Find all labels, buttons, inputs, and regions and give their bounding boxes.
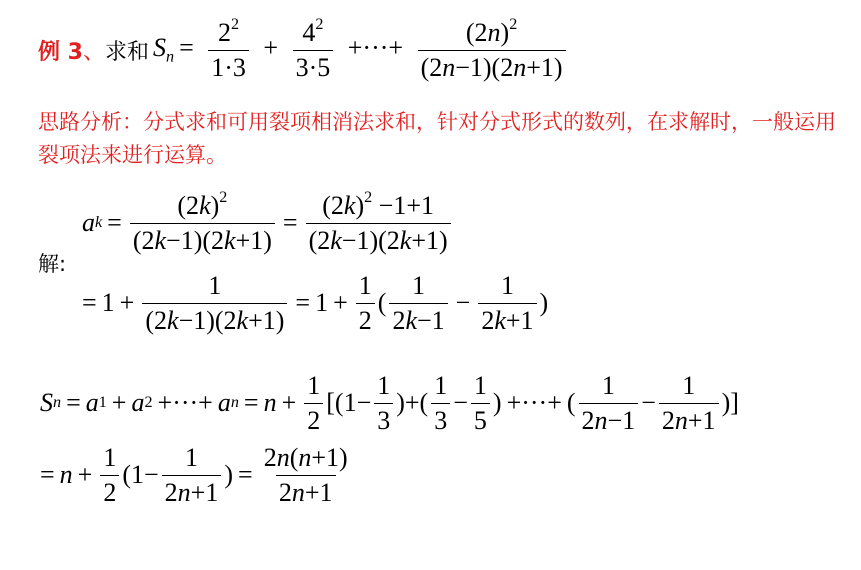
analysis-paragraph: 思路分析：分式求和可用裂项相消法求和，针对分式形式的数列，在求解时，一般运用裂项法来进行运算。 <box>38 110 836 167</box>
ak-definition: a k = $\frac{(2k)^2}{(2k-1)(2k+1)}$ = $\frac{(2k)^2 -1+1}{(2k-1)(2k+1)}$ <box>82 188 454 258</box>
sn-expansion: S n = a 1 + a 2 +···+ a n = n + $\frac{1}{2}$ [(1− $\frac{1}{3}$ )+( $\frac{1}{3}$ − $\frac{1}{5}$ ) +···+ ( $\frac{1}{2n-1}$ − $\frac{1}{2n+1}$ )] <box>40 371 739 435</box>
example-prompt: 求和 <box>104 39 149 65</box>
sn-result: = n + $\frac{1}{2}$ (1− $\frac{1}{2n+1}$ ) = $\frac{2n(n+1)}{2n+1}$ <box>40 443 348 507</box>
example-label: 例 3 <box>38 39 83 65</box>
sum-formula: $S_n$ = $\frac{2^2}{1\cdot 3}$ + $\frac{4^2}{3\cdot 5}$ +···+ $\frac{(2n)^2}{(2n-1)(2n+1)}$ <box>153 19 569 81</box>
solution-label: 解: <box>38 252 67 276</box>
example-separator: 、 <box>82 39 105 65</box>
example-title-row <box>38 14 569 86</box>
ak-decomposition: = 1 + $\frac{1}{(2k-1)(2k+1)}$ = 1 + $\frac{1}{2}$ ( $\frac{1}{2k-1}$ − $\frac{1}{2k+1}$ ) <box>82 271 549 335</box>
